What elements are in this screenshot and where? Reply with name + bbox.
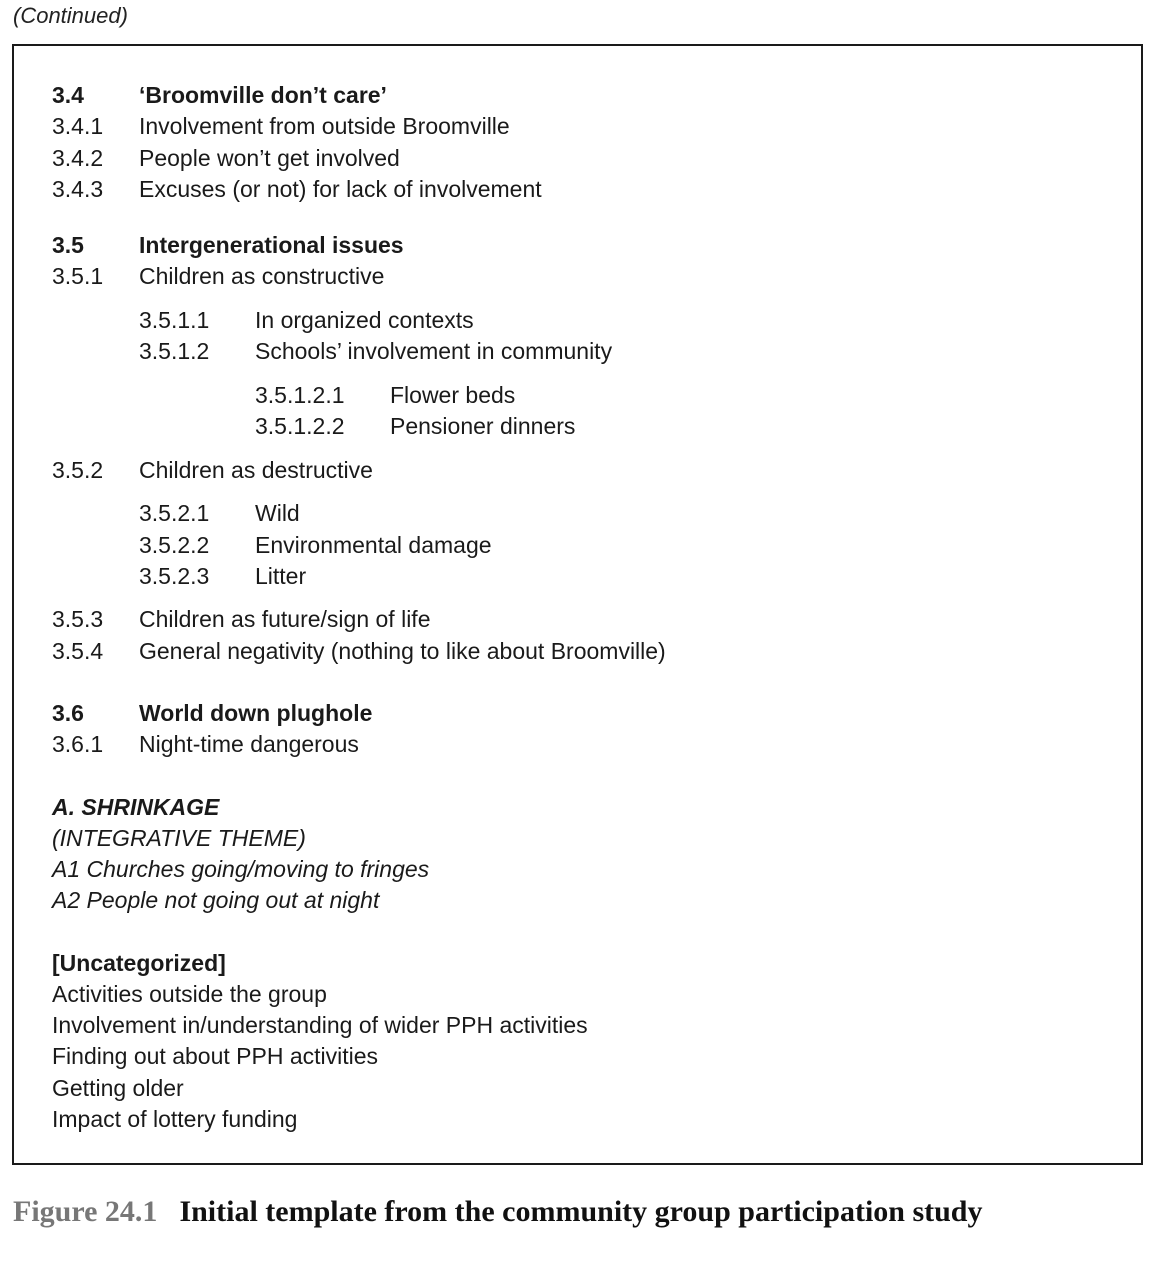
section-3-5-4 (52, 637, 666, 665)
uncategorized-item: Finding out about PPH activities (52, 1043, 379, 1069)
section-title: Pensioner dinners (390, 413, 576, 439)
section-title: People won’t get involved (139, 145, 400, 171)
section-3-4-2 (52, 144, 400, 172)
section-3-5-2 (52, 456, 373, 484)
section-3-5-2-2 (139, 531, 492, 559)
section-3-5-2-1 (139, 499, 300, 527)
integrative-theme-title: A. SHRINKAGE (52, 794, 220, 820)
section-number: 3.5.1.2.2 (255, 413, 345, 439)
integrative-theme-item: A1 Churches going/moving to fringes (52, 856, 430, 882)
section-3-5-1 (52, 262, 384, 290)
section-3-5-1-2-2 (255, 412, 575, 440)
section-3-6-1 (52, 730, 359, 758)
section-number: 3.5.1.2 (139, 338, 210, 364)
section-title: Litter (255, 563, 307, 589)
section-number: 3.5.3 (52, 606, 104, 632)
section-3-4-3 (52, 175, 542, 203)
section-3-5 (52, 231, 404, 259)
section-3-5-3 (52, 605, 431, 633)
section-number: 3.5.1.2.1 (255, 382, 345, 408)
section-number: 3.5 (52, 232, 84, 258)
section-title: General negativity (nothing to like about Broomville) (139, 638, 666, 664)
section-title: In organized contexts (255, 307, 474, 333)
section-3-5-1-1 (139, 306, 474, 334)
section-number: 3.4.2 (52, 145, 104, 171)
uncategorized-item: Activities outside the group (52, 981, 327, 1007)
uncategorized-item: Getting older (52, 1075, 184, 1101)
template-box (12, 44, 1143, 1165)
figure-caption (13, 1193, 1123, 1230)
section-number: 3.5.1 (52, 263, 104, 289)
section-title: Wild (255, 500, 300, 526)
section-title: Environmental damage (255, 532, 492, 558)
section-number: 3.5.4 (52, 638, 104, 664)
section-number: 3.5.2.1 (139, 500, 210, 526)
uncategorized-item: Impact of lottery funding (52, 1106, 298, 1132)
section-title: Excuses (or not) for lack of involvement (139, 176, 542, 202)
figure-label: Figure 24.1 (13, 1195, 158, 1228)
section-3-4-1 (52, 112, 510, 140)
uncategorized-title: [Uncategorized] (52, 950, 226, 976)
section-title: Flower beds (390, 382, 516, 408)
section-title: Schools’ involvement in community (255, 338, 613, 364)
continued-label: (Continued) (13, 3, 128, 28)
section-title: Children as destructive (139, 457, 373, 483)
integrative-theme-item: A2 People not going out at night (52, 887, 380, 913)
uncategorized-item: Involvement in/understanding of wider PPH activities (52, 1012, 588, 1038)
section-number: 3.5.2.2 (139, 532, 210, 558)
section-3-5-2-3 (139, 562, 306, 590)
section-number: 3.4 (52, 82, 84, 108)
section-title: Children as constructive (139, 263, 385, 289)
section-number: 3.5.1.1 (139, 307, 210, 333)
section-3-5-1-2-1 (255, 381, 515, 409)
section-title: Intergenerational issues (139, 232, 404, 258)
section-title: ‘Broomville don’t care’ (139, 82, 387, 108)
section-number: 3.4.3 (52, 176, 104, 202)
section-title: Involvement from outside Broomville (139, 113, 510, 139)
section-number: 3.6.1 (52, 731, 104, 757)
section-number: 3.5.2.3 (139, 563, 210, 589)
section-3-4 (52, 81, 387, 109)
section-number: 3.4.1 (52, 113, 104, 139)
figure-caption-text: Initial template from the community group participation study (179, 1195, 983, 1228)
section-title: Children as future/sign of life (139, 606, 431, 632)
section-3-6 (52, 699, 372, 727)
section-number: 3.5.2 (52, 457, 104, 483)
section-3-5-1-2 (139, 337, 612, 365)
section-title: Night-time dangerous (139, 731, 359, 757)
section-title: World down plughole (139, 700, 373, 726)
integrative-theme-subtitle: (INTEGRATIVE THEME) (52, 825, 306, 851)
section-number: 3.6 (52, 700, 84, 726)
